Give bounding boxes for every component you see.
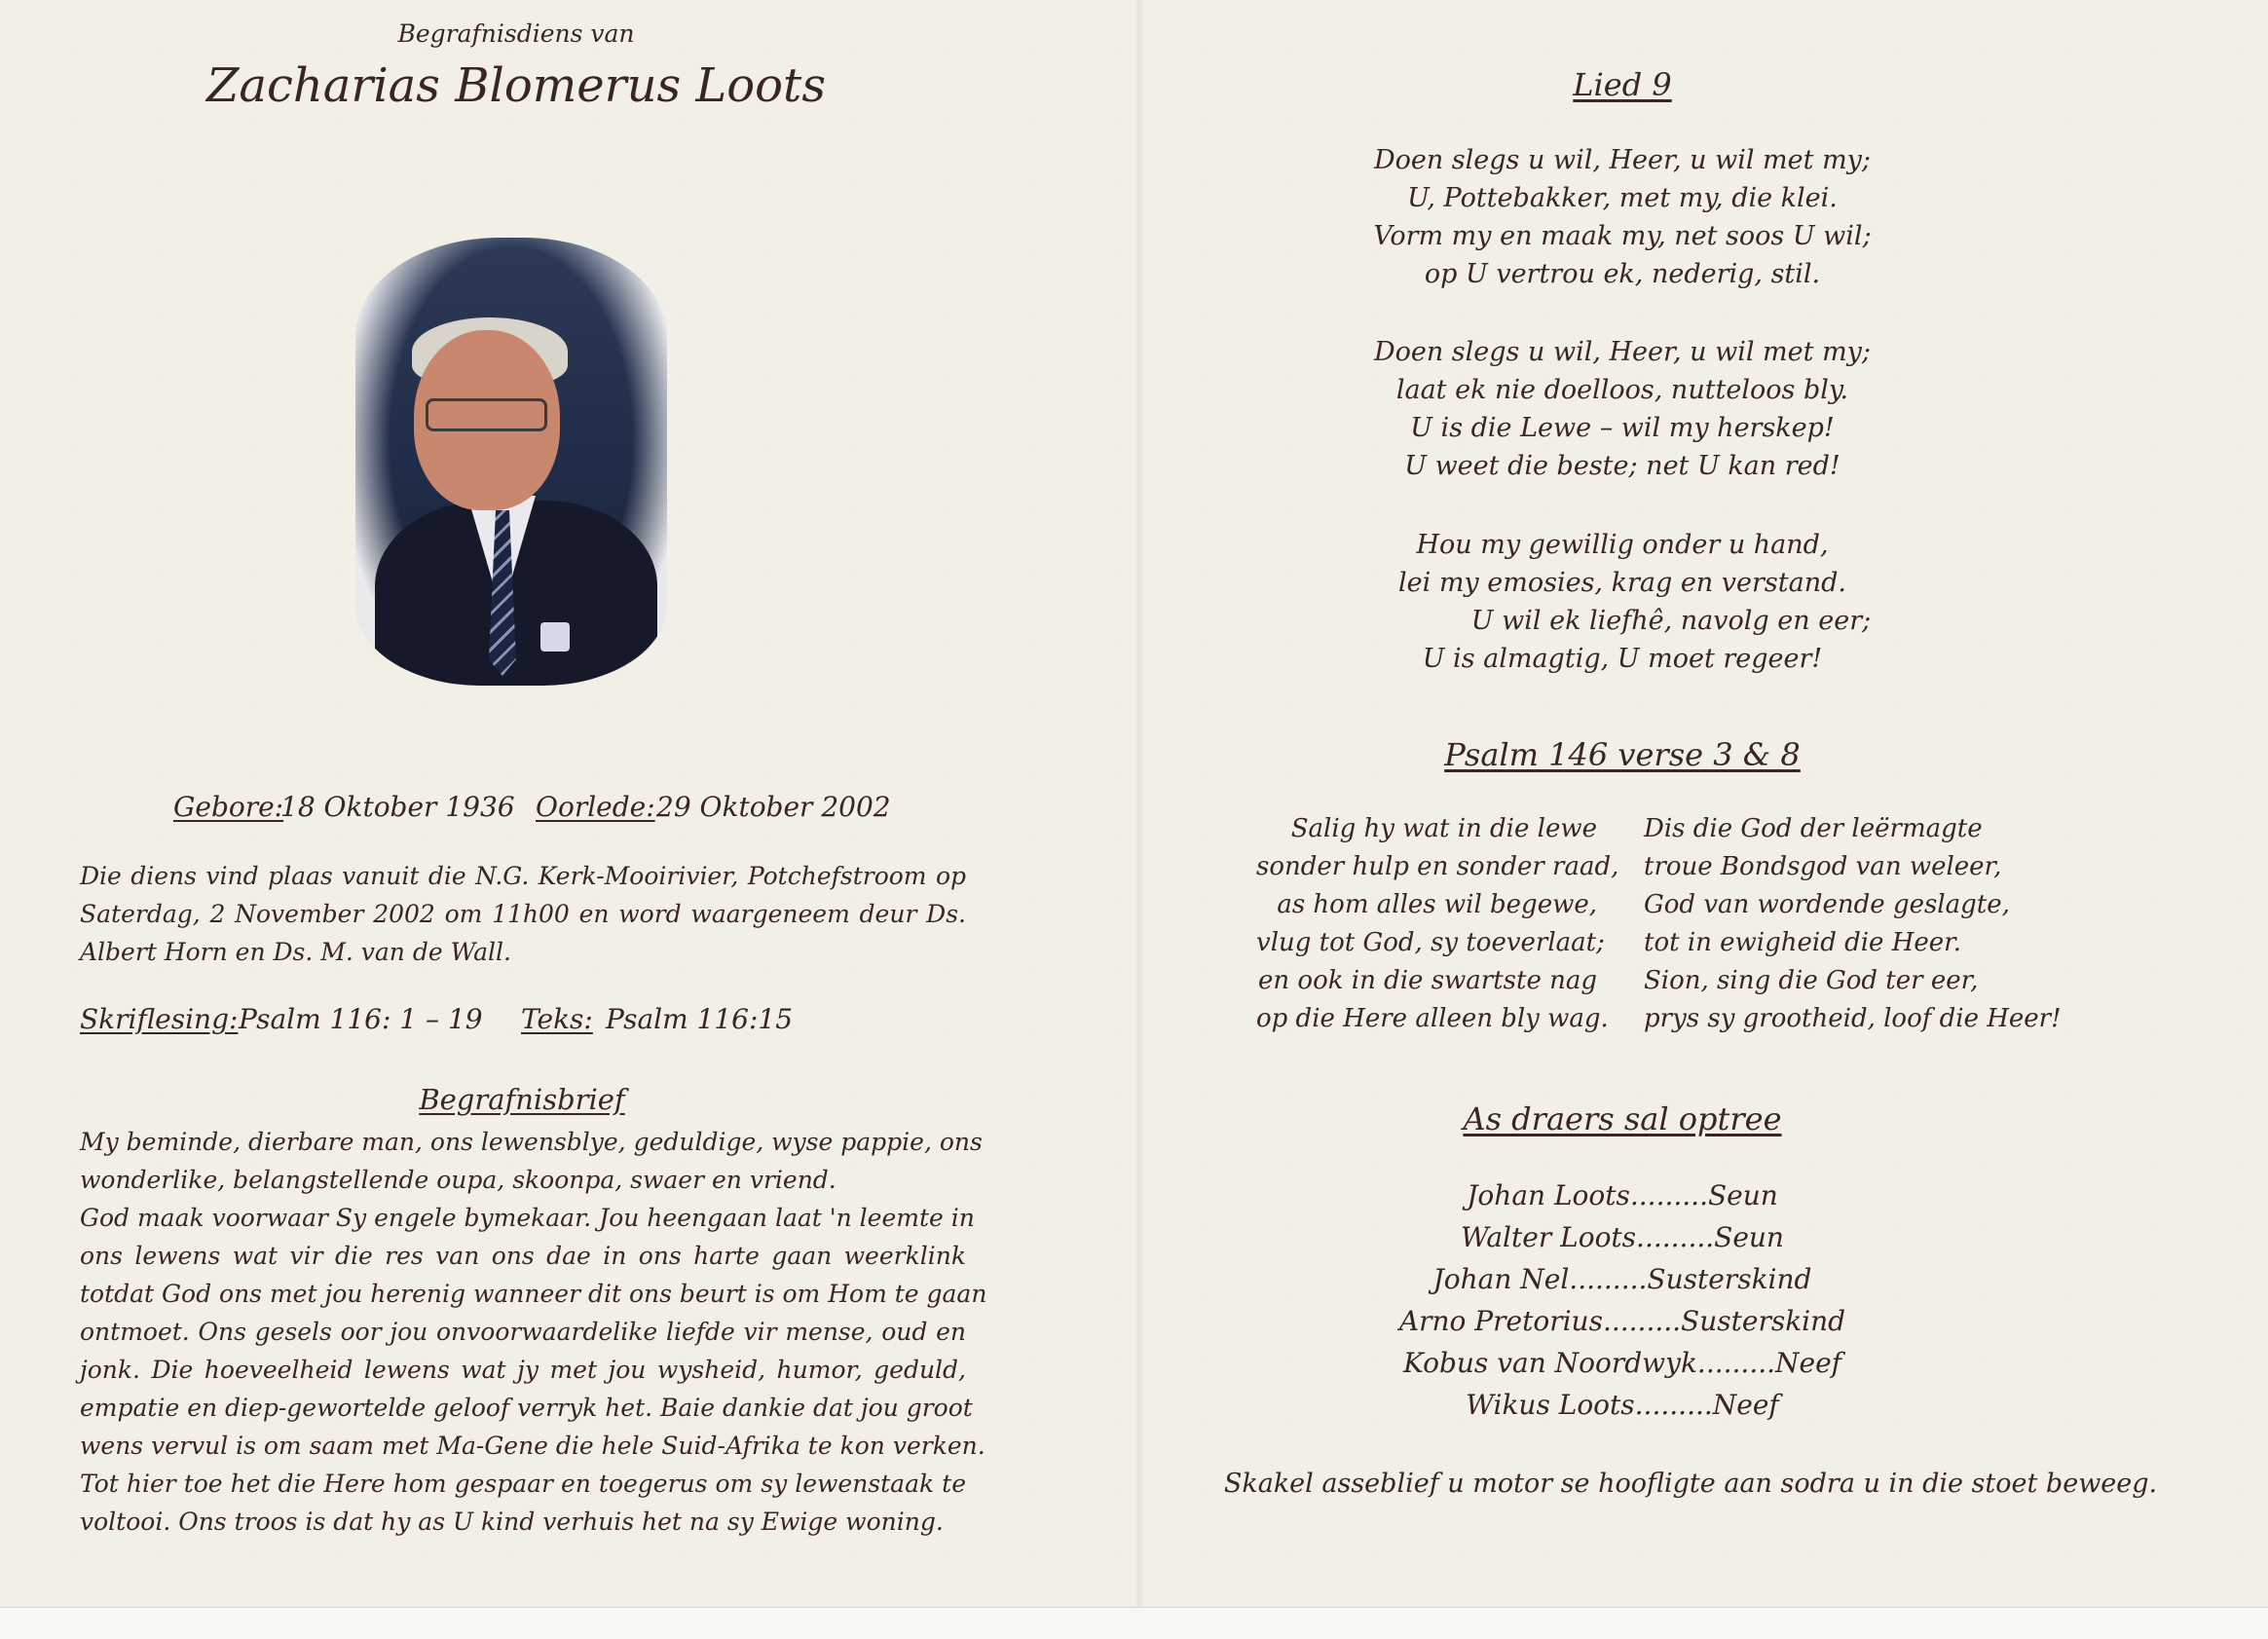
bearers-list: [1330, 1174, 1915, 1426]
psalm-line: Sion, sing die God ter eer,: [1644, 966, 1979, 995]
psalm-verse-3: [1256, 810, 1619, 1038]
psalm-line: God van wordende geslagte,: [1644, 890, 2010, 919]
letter-body: [80, 1123, 987, 1541]
letter-line: God maak voorwaar Sy engele bymekaar. Jou heengaan laat 'n leemte in: [80, 1204, 975, 1232]
psalm-line: en ook in die swartste nag: [1258, 966, 1597, 995]
psalm-line: op die Here alleen bly wag.: [1256, 1004, 1609, 1033]
letter-line: empatie en diep-gewortelde geloof verryk het. Baie dankie dat jou groot: [80, 1394, 973, 1422]
song-title: Lied 9: [1573, 66, 1672, 103]
bearer-item: Walter Loots.........Seun: [1461, 1221, 1784, 1253]
scan-margin: [0, 1607, 2268, 1639]
song-line: Vorm my en maak my, net soos U wil;: [1373, 221, 1872, 251]
song-stanza-1: [1330, 141, 1915, 293]
letter-line: wens vervul is om saam met Ma-Gene die hele Suid-Afrika te kon verken.: [80, 1432, 985, 1460]
letter-line: ons lewens wat vir die res van ons dae in ons harte gaan weerklink: [80, 1242, 966, 1270]
song-line: U is die Lewe – wil my herskep!: [1410, 413, 1835, 443]
letter-line: voltooi. Ons troos is dat hy as U kind verhuis het na sy Ewige woning.: [80, 1508, 944, 1536]
letter-line: wonderlike, belangstellende oupa, skoonpa, swaer en vriend.: [80, 1166, 837, 1194]
song-line: U wil ek liefhê, navolg en eer;: [1470, 606, 1872, 636]
psalm-line: prys sy grootheid, loof die Heer!: [1644, 1004, 2062, 1033]
pretitle: Begrafnisdiens van: [397, 19, 635, 48]
song-stanza-3: [1330, 526, 1915, 678]
psalm-line: tot in ewigheid die Heer.: [1644, 928, 1961, 957]
psalm-line: Dis die God der leërmagte: [1644, 814, 1983, 843]
reading-label: Skriflesing:: [80, 1003, 239, 1035]
song-stanza-2: [1330, 333, 1915, 485]
song-line: op U vertrou ek, nederig, stil.: [1424, 259, 1821, 289]
service-paragraph: Die diens vind plaas vanuit die N.G. Kerk-Mooirivier, Potchefstroom op Saterdag, 2 November 2002 om 11h00 en word waargeneem deur Ds. Albert Horn en Ds. M. van de Wall.: [80, 862, 966, 966]
portrait-photo: [355, 238, 667, 686]
song-line: U weet die beste; net U kan red!: [1404, 451, 1840, 481]
psalm-line: as hom alles wil begewe,: [1277, 890, 1597, 919]
deceased-name: Zacharias Blomerus Loots: [206, 58, 826, 113]
psalm-line: vlug tot God, sy toeverlaat;: [1256, 928, 1605, 957]
psalm-line: troue Bondsgod van weleer,: [1644, 852, 2002, 881]
song-line: U, Pottebakker, met my, die klei.: [1407, 183, 1838, 213]
song-line: Hou my gewillig onder u hand,: [1416, 530, 1829, 560]
bearers-title: As draers sal optree: [1463, 1100, 1782, 1137]
bearer-item: Johan Nel.........Susterskind: [1432, 1263, 1812, 1295]
lapel-badge: [540, 622, 570, 652]
letter-line: totdat God ons met jou herenig wanneer dit ons beurt is om Hom te gaan: [80, 1280, 987, 1308]
born-date: 18 Oktober 1936: [280, 791, 515, 823]
song-line: U is almagtig, U moet regeer!: [1422, 644, 1823, 674]
bearer-item: Johan Loots.........Seun: [1467, 1179, 1778, 1211]
text-label: Teks:: [521, 1003, 593, 1035]
song-line: lei my emosies, krag en verstand.: [1398, 568, 1846, 598]
psalm-verse-8: [1644, 810, 2062, 1038]
letter-line: My beminde, dierbare man, ons lewensblye, geduldige, wyse pappie, ons: [80, 1128, 983, 1156]
born-label: Gebore:: [173, 791, 284, 823]
died-label: Oorlede:: [536, 791, 655, 823]
bearer-item: Wikus Loots.........Neef: [1466, 1389, 1779, 1421]
letter-line: ontmoet. Ons gesels oor jou onvoorwaardelike liefde vir mense, oud en: [80, 1318, 966, 1346]
closing-note: Skakel asseblief u motor se hoofligte aan sodra u in die stoet beweeg.: [1223, 1469, 2158, 1499]
center-fold: [1134, 0, 1144, 1607]
letter-line: Tot hier toe het die Here hom gespaar en toegerus om sy lewenstaak te: [80, 1470, 966, 1498]
song-line: Doen slegs u wil, Heer, u wil met my;: [1373, 337, 1872, 367]
song-line: laat ek nie doelloos, nutteloos bly.: [1395, 375, 1849, 405]
reading-value: Psalm 116: 1 – 19: [239, 1003, 483, 1035]
psalm-title: Psalm 146 verse 3 & 8: [1444, 736, 1801, 773]
psalm-line: Salig hy wat in die lewe: [1290, 814, 1597, 843]
song-line: Doen slegs u wil, Heer, u wil met my;: [1373, 145, 1872, 175]
text-value: Psalm 116:15: [606, 1003, 794, 1035]
psalm-line: sonder hulp en sonder raad,: [1256, 852, 1619, 881]
bearer-item: Kobus van Noordwyk.........Neef: [1402, 1347, 1842, 1379]
letter-title: Begrafnisbrief: [419, 1083, 625, 1116]
bearer-item: Arno Pretorius.........Susterskind: [1398, 1305, 1846, 1337]
letter-line: jonk. Die hoeveelheid lewens wat jy met jou wysheid, humor, geduld,: [80, 1356, 966, 1384]
died-date: 29 Oktober 2002: [656, 791, 891, 823]
